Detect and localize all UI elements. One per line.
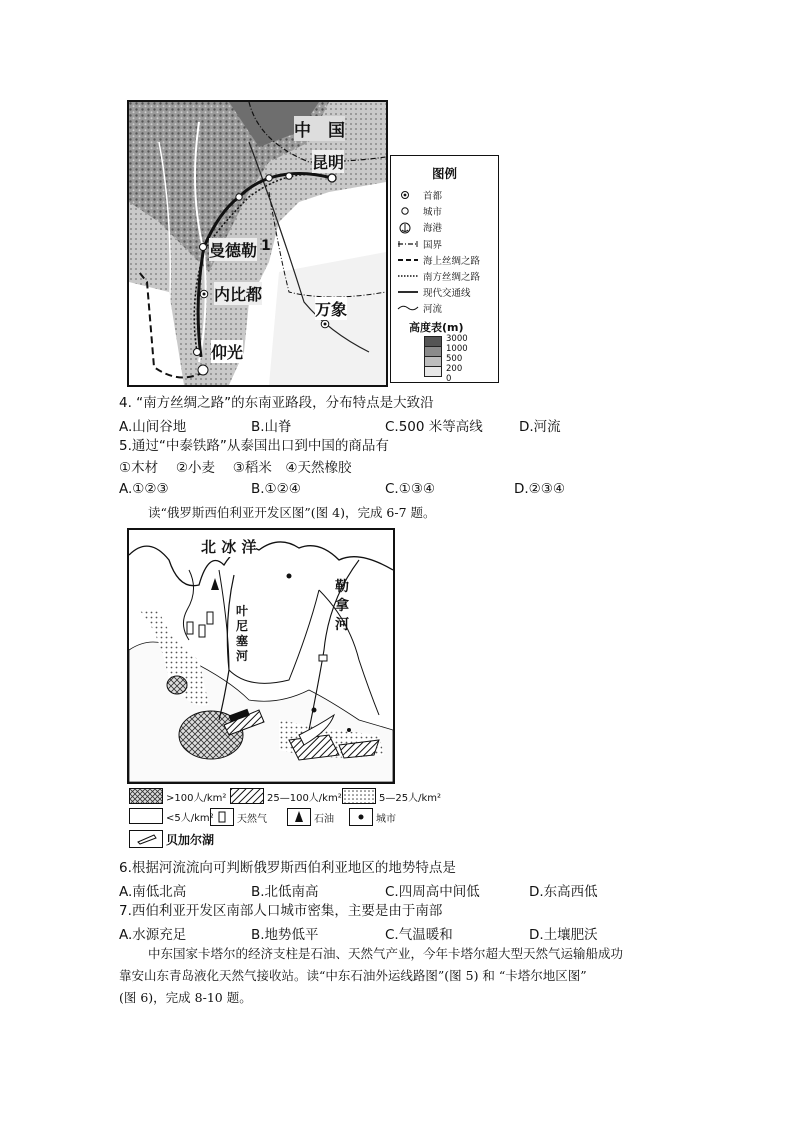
q6-option-d[interactable]: D.东高西低 [529,884,598,900]
dotted-swatch-icon [342,788,376,804]
q5-option-a[interactable]: A.①②③ [119,481,169,497]
legend-title: 图例 [431,166,457,181]
legend-maritime-silk-road: 海上丝绸之路 [397,253,480,267]
anchor-icon [397,222,419,232]
label-lena-river: 勒 拿 河 [335,579,349,633]
intro-8-10-line1: 中东国家卡塔尔的经济支柱是石油、天然气产业，今年卡塔尔超大型天然气运输船成功 [148,946,624,961]
southeast-asia-map [127,100,388,387]
question-6-stem: 6.根据河流流向可判断俄罗斯西伯利亚地区的地势特点是 [119,860,456,876]
label-yangon: 仰光 [211,340,243,363]
cross-hatch-swatch-icon [129,788,163,804]
question-5-items: ①木材 ②小麦 ③稻米 ④天然橡胶 [119,460,352,476]
dotted-line-icon [397,271,419,281]
legend-capital: 首都 [397,188,442,202]
height-swatch-500 [424,357,442,367]
oil-icon [287,808,311,826]
legend-southern-silk-road: 南方丝绸之路 [397,269,480,283]
question-5-stem: 5.通过“中泰铁路”从泰国出口到中国的商品有 [119,438,389,454]
map1-legend [390,155,499,383]
q7-option-b[interactable]: B.地势低平 [251,927,319,943]
legend-border: 国界 [397,237,442,251]
height-swatch-3000 [424,336,442,347]
siberia-map-drawing [129,530,393,782]
label-china: 中 国 [294,116,345,141]
capital-icon [397,190,419,200]
intro-8-10-line3: (图 6)，完成 8-10 题。 [119,990,252,1005]
diagonal-hatch-swatch-icon [230,788,264,804]
q4-option-d[interactable]: D.河流 [519,419,561,435]
city-icon [397,206,419,216]
intro-6-7: 读“俄罗斯西伯利亚开发区图”(图 4)，完成 6-7 题。 [148,505,436,520]
legend-density-under-5: <5人/km² [129,808,214,824]
q6-option-c[interactable]: C.四周高中间低 [385,884,480,900]
label-num1: 1 [261,238,271,254]
dashed-line-icon [397,255,419,265]
map2-legend [127,786,441,834]
legend-natural-gas: 天然气 [210,808,267,826]
height-swatch-1000 [424,347,442,357]
q5-option-d[interactable]: D.②③④ [514,481,565,497]
legend-seaport: 海港 [397,220,442,234]
southeast-asia-map-drawing [129,102,386,385]
solid-line-icon [397,287,419,297]
q7-option-d[interactable]: D.土壤肥沃 [529,927,598,943]
q6-option-a[interactable]: A.南低北高 [119,884,187,900]
legend-density-25-100: 25—100人/km² [230,788,342,804]
question-7-stem: 7.西伯利亚开发区南部人口城市密集，主要是由于南部 [119,903,443,919]
siberia-development-map [127,528,395,784]
q4-option-b[interactable]: B.山脊 [251,419,292,435]
label-kunming: 昆明 [312,150,344,173]
intro-8-10-line2: 靠安山东青岛液化天然气接收站。读“中东石油外运线路图”(图 5) 和 “卡塔尔地区图” [119,968,587,983]
legend-lake-baikal: 贝加尔湖 [129,830,214,848]
legend-modern-transport: 现代交通线 [397,285,471,299]
q6-option-b[interactable]: B.北低南高 [251,884,319,900]
label-vientiane: 万象 [315,297,347,320]
label-arctic-ocean: 北 冰 洋 [201,538,257,556]
legend-density-over-100: >100人/km² [129,788,226,804]
river-line-icon [397,303,419,313]
q5-option-c[interactable]: C.①③④ [385,481,436,497]
q7-option-a[interactable]: A.水源充足 [119,927,187,943]
height-swatch-200 [424,367,442,377]
question-4-stem: 4. “南方丝绸之路”的东南亚路段，分布特点是大致沿 [119,395,434,411]
gas-icon [210,808,234,826]
legend-river: 河流 [397,301,442,315]
q5-option-b[interactable]: B.①②④ [251,481,301,497]
legend-density-5-25: 5—25人/km² [342,788,441,804]
height-scale: 3000 1000 500 200 0 [424,336,442,377]
label-yenisei-river: 叶 尼 塞 河 [235,604,248,663]
q4-option-c[interactable]: C.500 米等高线 [385,419,483,435]
q4-option-a[interactable]: A.山间谷地 [119,419,187,435]
label-mandalay: 曼德勒 [209,238,257,261]
height-scale-title: 高度表(m) [409,321,464,334]
blank-swatch-icon [129,808,163,824]
city-dot-icon [349,808,373,826]
label-naypyidaw: 内比都 [214,282,262,305]
legend-city: 城市 [349,808,396,826]
q7-option-c[interactable]: C.气温暖和 [385,927,453,943]
border-line-icon [397,239,419,249]
lake-icon [129,830,163,848]
legend-city: 城市 [397,204,442,218]
legend-oil: 石油 [287,808,334,826]
